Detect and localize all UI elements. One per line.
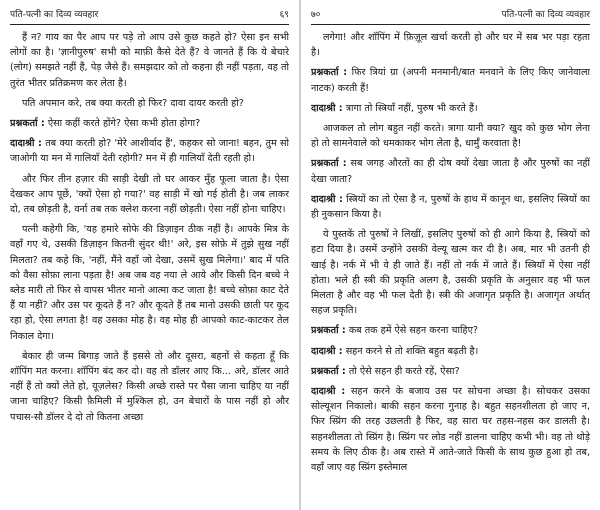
paragraph-text: और फिर तीन हज़ार की साड़ी देखी तो घर आकर मुँह फूला जाता है। ऐसा देखकर आप पूछें, 'क्यों ऐसा हो गया?' वह साड़ी में खो गई होती है। जब लाकर दो, तब छोड़ती है, वर्ना तब तक क्लेश करना नहीं छोड़ती। ऐसा नहीं होना चाहिए। xyxy=(10,173,289,216)
right-page-number: ७० xyxy=(311,10,321,20)
right-page xyxy=(301,0,600,510)
paragraph-text: तो ऐसे सहन ही करते रहें, ऐसा? xyxy=(348,365,460,377)
paragraph xyxy=(311,30,590,60)
paragraph-text: ऐसा कहीं करते होंगे? ऐसा कभी होता होगा? xyxy=(47,118,201,130)
question-paragraph xyxy=(10,116,289,131)
question-paragraph xyxy=(311,65,590,95)
speaker-label: प्रश्नकर्ता : xyxy=(311,158,347,170)
answer-paragraph xyxy=(311,384,590,475)
paragraph-text: स्त्रियों का तो ऐसा है न, पुरुषों के हाथ में कानून था, इसलिए स्त्रियों का ही नुकसान किया है। xyxy=(311,193,590,221)
answer-paragraph xyxy=(311,101,590,116)
paragraph xyxy=(10,96,289,111)
answer-paragraph xyxy=(311,192,590,222)
speaker-label: प्रश्नकर्ता : xyxy=(311,325,346,337)
speaker-label: दादाश्री : xyxy=(10,138,42,150)
speaker-label: दादाश्री : xyxy=(311,193,343,205)
paragraph-text: बेकार ही जन्म बिगाड़ जाते हैं इससे तो और दूसरा, बहनों से कहता हूँ कि शॉपिंग मत करना। शॉपिंग बंद कर दो। वह तो डॉलर आए कि... अरे, डॉलर आते नहीं हैं तो क्यों लेते हो, यूज़लेस? किसी अच्छे रास्ते पर पैसा जाना चाहिए या नहीं जाना चाहिए? किसी फ़ैमिली में मुश्किल हो, उन बेचारों के पास नहीं हो और पचास-सौ डॉलर दे दो तो कितना अच्छा xyxy=(10,350,289,423)
paragraph xyxy=(311,227,590,318)
speaker-label: दादाश्री : xyxy=(311,345,343,357)
left-page xyxy=(0,0,299,510)
paragraph xyxy=(10,222,289,344)
left-page-number: ६९ xyxy=(279,10,289,20)
paragraph xyxy=(311,121,590,151)
paragraph-text: पत्नी कहेगी कि, 'यह हमारे सोफे की डिज़ाइन ठीक नहीं है। आपके मित्र के वहाँ गए थे, उसकी डिज़ाइन कितनी सुंदर थी!' अरे, इस सोफ़े में तुझे सुख नहीं मिलता? तब कहे कि, 'नहीं, मैंने वहाँ जो देखा, उसमें सुख मिलेगा।' बाद में पति को वैसा सोफ़ा लाना पड़ता है! अब जब वह नया ले आये और किसी दिन बच्चे ने ब्लेड मारी तो फिर से वापस भीतर मानो आत्मा कट जाता है! बच्चे सोफ़ा काट देते हैं या नहीं? और उस पर कूदते हैं न? और कूदते हैं तब मानो उसकी छाती पर कूद रहा हो, ऐसा लगता है! वह उसका मोह है। वह मोह ही आपको काट-काटकर तेल निकाल देगा। xyxy=(10,224,289,342)
paragraph-text: आजकल तो लोग बहुत नहीं करते। त्रागा यानी क्या? खुद को कुछ भोग लेना हो तो सामनेवाले को धमकाकर भोग लेता है, धार्मुँ करवाता है! xyxy=(311,123,590,150)
paragraph-text: सब जगह औरतों का ही दोष क्यों देखा जाता है और पुरुषों का नहीं देखा जाता? xyxy=(311,158,590,185)
paragraph xyxy=(10,172,289,218)
left-header-rule xyxy=(10,24,289,25)
paragraph-text: सहन करने के बजाय उस पर सोचना अच्छा है। सोचकर उसका सोल्यूशन निकालो। बाकी सहन करना गुनाह है। बहुत सहनशीलता हो जाए न, फिर स्प्रिंग की तरह उछलती है फिर, वह सारा घर तहस-नहस कर डालती है। सहनशीलता तो स्प्रिंग है। स्प्रिंग पर लोड नहीं डालना चाहिए कभी भी। वह तो थोड़े समय के लिए ठीक है। अब रास्ते में आते-जाते किसी के साथ कुछ हुआ हो तब, वहाँ जाए वह स्प्रिंग इस्तेमाल xyxy=(311,386,590,474)
left-page-body xyxy=(10,30,289,506)
left-header-title: पति-पत्नी का दिव्य व्यवहार xyxy=(10,10,99,20)
right-page-body xyxy=(311,30,590,506)
paragraph-text: सहन करने से तो शक्ति बहुत बढ़ती है। xyxy=(345,345,479,357)
right-running-header xyxy=(311,8,590,22)
question-paragraph xyxy=(311,364,590,379)
paragraph-text: त्रागा तो स्त्रियाँ नहीं, पुरुष भी करते हैं। xyxy=(345,102,478,114)
left-running-header xyxy=(10,8,289,22)
speaker-label: दादाश्री : xyxy=(311,386,346,398)
speaker-label: दादाश्री : xyxy=(311,102,343,114)
paragraph xyxy=(10,349,289,425)
right-header-title: पति-पत्नी का दिव्य व्यवहार xyxy=(501,10,590,20)
speaker-label: प्रश्नकर्ता : xyxy=(10,118,45,130)
speaker-label: प्रश्नकर्ता : xyxy=(311,67,348,79)
paragraph-text: फिर त्रियां ग्रा (अपनी मनमानी/बात मनवाने के लिए किए जानेवाला नाटक) करती हैं! xyxy=(311,67,590,94)
paragraph-text: पति अपमान करे, तब क्या करती हो फिर? दावा दायर करती हो? xyxy=(22,97,244,109)
answer-paragraph xyxy=(311,344,590,359)
right-header-rule xyxy=(311,24,590,25)
question-paragraph xyxy=(311,323,590,338)
paragraph xyxy=(10,30,289,91)
paragraph-text: कब तक हमें ऐसे सहन करना चाहिए? xyxy=(348,325,478,337)
paragraph-text: लगेगा! और शॉपिंग में फ़िज़ूल खर्चा करती हो और घर में सब भर पड़ा रहता है। xyxy=(311,32,590,59)
paragraph-text: ये पुस्तकें तो पुरुषों ने लिखीं, इसलिए पुरुषों को ही आगे किया है, स्त्रियों को हटा दिया है। उसमें उन्होंने उसकी वेल्यू खत्म कर दी है। अब, मार भी उतनी ही खाई है। नर्क में भी वे ही जाते हैं। नहीं तो नर्क में जाते हैं। स्त्रियाँ में ऐसा नहीं होता। भले ही स्त्री की प्रकृति अलग है, उसकी प्रकृति के अनुसार वह भी फल मिलता है और वह भी फल देती है। स्त्री की अजागृत प्रकृति है। अजागृत अर्थात् सहज प्रकृति। xyxy=(311,229,590,317)
answer-paragraph xyxy=(10,136,289,166)
question-paragraph xyxy=(311,156,590,186)
speaker-label: प्रश्नकर्ता : xyxy=(311,365,346,377)
paragraph-text: तब क्या करती हो? 'मेरे आशीर्वाद हैं', कहकर सो जाना! बहन, तुम सो जाओगी या मन में गालियाँ देती रहोगी? मन में ही गालियाँ देती रहती हो। xyxy=(10,138,289,165)
paragraph-text: हैं न? गाय का पैर आप पर पड़े तो आप उसे कुछ कहते हो? ऐसा इन सभी लोगों का है। 'ज्ञानीपुरुष' सभी को माफ़ी कैसे देते हैं? वे जानते हैं कि ये बेचारे (लोग) समझते नहीं हैं, पेड़ जैसे हैं। समझदार को तो कहना ही नहीं पड़ता, वह तो तुरंत भीतर प्रतिक्रमण कर लेता है। xyxy=(10,32,289,89)
